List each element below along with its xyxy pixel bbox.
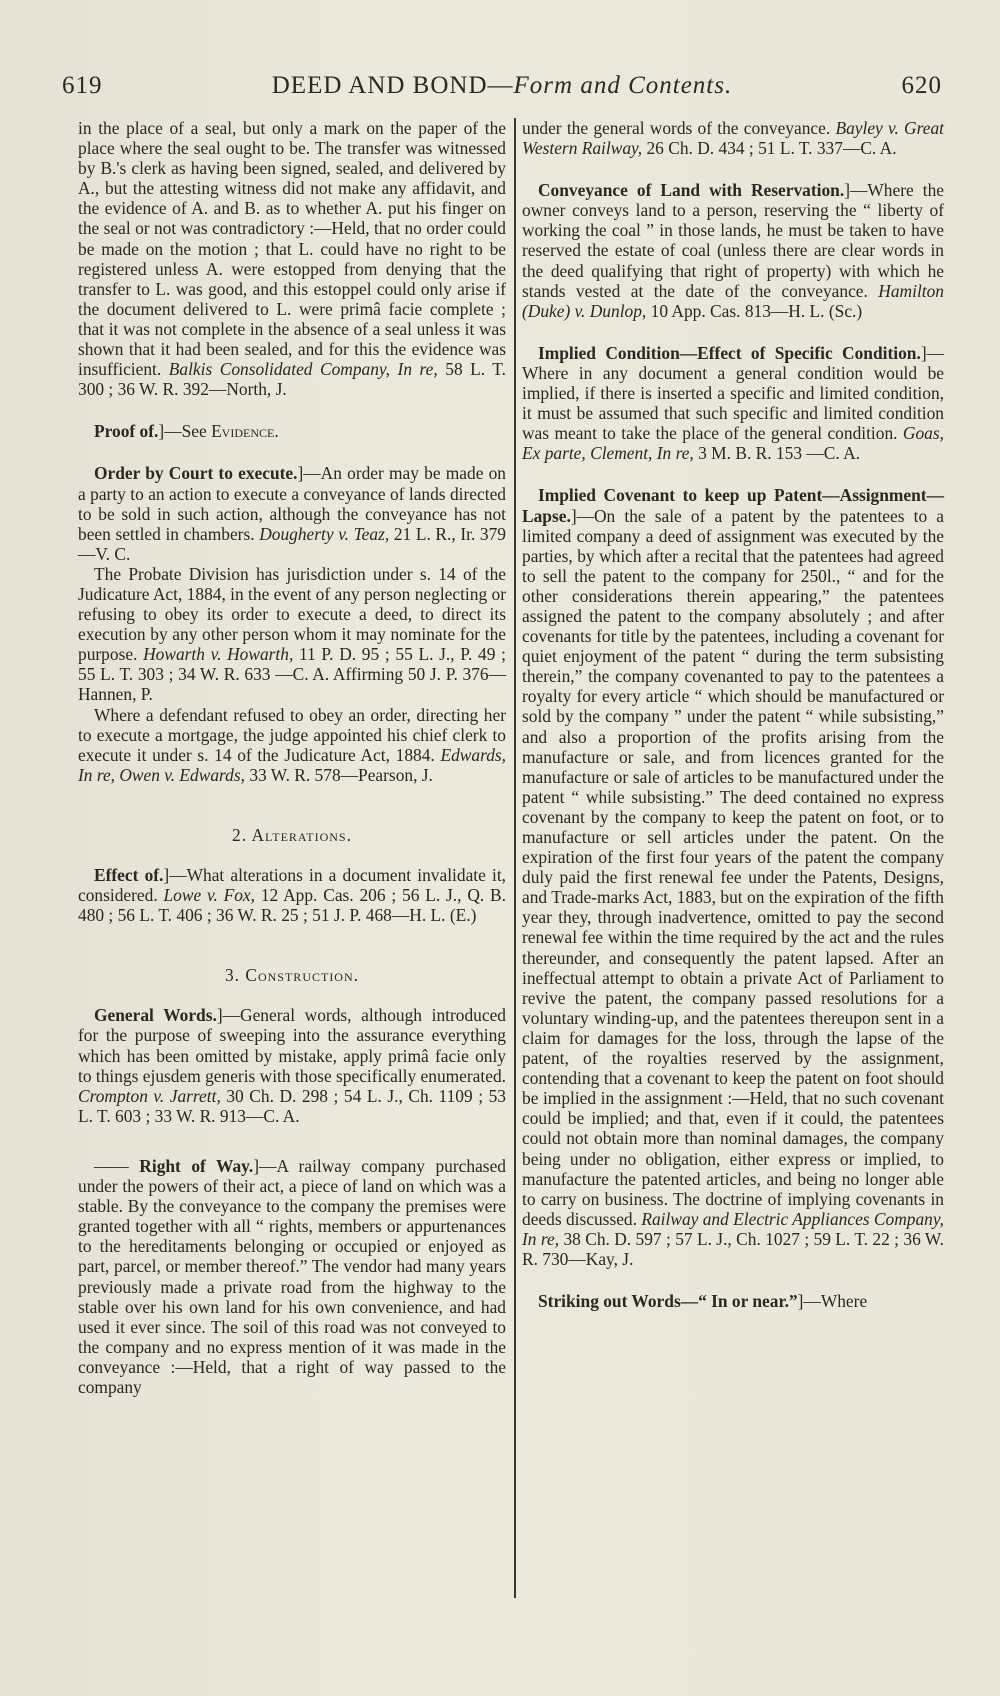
citation-reference: 10 App. Cas. 813—H. L. (Sc.) <box>650 300 863 321</box>
case-citation: Bayley v. Great Western Railway, <box>522 118 944 159</box>
entry-heading: General Words. <box>94 1005 217 1026</box>
running-title-main: DEED AND BOND— <box>271 72 514 99</box>
citation-reference: 30 Ch. D. 298 ; 54 L. J., Ch. 1109 ; 53 L. T. 603 ; 33 W. R. 913—C. A. <box>78 1085 506 1126</box>
entry-heading: Order by Court to execute. <box>94 463 298 484</box>
paragraph-continued <box>522 118 944 158</box>
entry-heading: Implied Covenant to keep up Patent—Assignment—Lapse. <box>522 485 944 526</box>
case-citation: Dougherty v. Teaz, <box>259 523 390 544</box>
citation-reference: 11 P. D. 95 ; 55 L. J., P. 49 ; 55 L. T. 303 ; 34 W. R. 633 —C. A. Affirming 50 J. P. 376—Hannen, P. <box>78 644 506 705</box>
paragraph-text: ]—Where in any document a general condition would be implied, if there is inserted a specific and limited condition, it must be assumed that such specific and limited condition was meant to take the place of the general condition. <box>522 342 944 444</box>
citation-reference: 58 L. T. 300 ; 36 W. R. 392—North, J. <box>78 359 506 400</box>
paragraph-text: ]—An order may be made on a party to an action to execute a conveyance of lands directed to be sold in such action, although the conveyance has not been settled in chambers. <box>78 463 506 544</box>
entry-heading: Implied Condition—Effect of Specific Condition. <box>538 342 921 363</box>
case-citation: Edwards, In re, Owen v. Edwards, <box>78 744 506 785</box>
dash-ditto: —— <box>94 1155 129 1176</box>
citation-reference: 21 L. R., Ir. 379—V. C. <box>78 523 506 564</box>
left-column <box>78 118 506 1397</box>
cross-reference-target: Evidence. <box>211 421 279 442</box>
paragraph-text: ]—A railway company purchased under the powers of their act, a piece of land on which was a stable. By the conveyance to the company the premises were granted together with all “ rights, members or appurtenances to the hereditaments belonging or occupied or enjoyed as part, parcel, or member thereof.” The vendor had many years previously made a private road from the highway to the stable over his own land for his own convenience, and had used it ever since. The soil of this road was not conveyed to the company and no express mention of it was made in the conveyance :—Held, that a right of way passed to the company <box>78 1155 506 1397</box>
case-citation: Hamilton (Duke) v. Dunlop, <box>522 280 944 321</box>
entry-implied-condition <box>522 343 944 464</box>
citation-reference: 12 App. Cas. 206 ; 56 L. J., Q. B. 480 ; 56 L. T. 406 ; 36 W. R. 25 ; 51 J. P. 468—H. L. (E.) <box>78 885 506 926</box>
page-number-left: 619 <box>62 72 103 99</box>
case-citation: Goas, Ex parte, Clement, In re, <box>522 423 944 464</box>
paragraph-probate <box>78 564 506 705</box>
paragraph-defendant <box>78 705 506 785</box>
paragraph-text: ]—What alterations in a document invalidate it, considered. <box>78 865 507 906</box>
cross-reference: ]—See <box>158 421 207 442</box>
section-heading-alterations: 2. Alterations. <box>232 824 352 845</box>
citation-reference: 38 Ch. D. 597 ; 57 L. J., Ch. 1027 ; 59 L. T. 22 ; 36 W. R. 730—Kay, J. <box>522 1228 944 1269</box>
paragraph-text: in the place of a seal, but only a mark on the paper of the place where the seal ought to be. The transfer was witnessed by B.'s clerk as having been signed, sealed, and delivered by A., but the attesting witness did not make any affidavit, and the evidence of A. and B. as to whether A. put his finger on the seal or not was contradictory :—Held, that no order could be made on the motion ; that L. could have no right to be registered unless A. were estopped from denying that the transfer to L. was good, and this estoppel could only arise if the document delivered to L. were primâ facie complete ; that it was not complete in the absence of a seal unless it was shown that it had been sealed, and for this the evidence was insufficient. <box>78 118 506 380</box>
paragraph-seal <box>78 118 506 399</box>
paragraph-text: ]—Where the owner conveys land to a person, reserving the “ liberty of working the coal ” in those lands, he must be taken to have reserved the estate of coal (unless there are clear words in the deed qualifying that right of property) with which he stands vested at the date of the conveyance. <box>522 180 944 301</box>
paragraph-text: The Probate Division has jurisdiction under s. 14 of the Judicature Act, 1884, in the event of any person neglecting or refusing to obey its order to execute a deed, to direct its execution by any other person whom it may nominate for the purpose. <box>78 563 506 665</box>
running-title-italic: Form and Contents. <box>513 72 733 99</box>
section-heading-construction: 3. Construction. <box>224 965 359 986</box>
paragraph-text: ]—On the sale of a patent by the patentees to a limited company a deed of assignment was executed by the parties, by which after a recital that the patentees had agreed to sell the patent to the company for 250l., “ and for the other considerations therein appearing,” the patentees assigned the patent to the company absolutely ; and after covenants for title by the patentees, including a covenant for quiet enjoyment of the patent “ during the term subsisting therein,” the company covenanted to pay to the patentees a royalty for every article “ which should be manufactured or sold by the company ” under the patent “ while subsisting,” and also a proportion of the profits arising from the manufacture or sale, and from licences granted for the manufacture or sale of articles to be manufactured under the patent “ while subsisting.” The deed contained no express covenant by the company to keep the patent on foot, or to manufacture or sell articles under the patent. On the expiration of the first four years of the patent the company duly paid the first renewal fee under the Patents, Designs, and Trade-marks Act, 1883, but on the expiration of the fifth year they, through inadvertence, omitted to pay the second renewal fee within the time required by the act and the rules thereunder, and consequently the patent lapsed. After an ineffectual attempt to obtain a private Act of Parliament to revive the patent, the company passed resolutions for a voluntary winding-up, and the patentees thereupon sent in a claim for damages for the loss, through the lapse of the patent, of the royalties reserved by the assignment, contending that a covenant to keep the patent on foot should be implied in the assignment :—Held, that no such covenant could be implied; and that, even if it could, the patentees could not obtain more than nominal damages, the company being under no obligation, either express or implied, to manufacture the patented articles, and being no longer able to carry on business. The doctrine of implying covenants in deeds discussed. <box>522 505 944 1229</box>
entry-striking-out-words <box>522 1291 944 1311</box>
entry-effect <box>78 865 506 925</box>
case-citation: Crompton v. Jarrett, <box>78 1085 221 1106</box>
right-column <box>514 118 944 1311</box>
entry-implied-covenant-patent <box>522 485 944 1269</box>
page-header <box>62 72 942 112</box>
page-number-right: 620 <box>901 72 942 99</box>
running-title <box>62 72 942 100</box>
entry-heading: Conveyance of Land with Reservation. <box>538 180 845 201</box>
paragraph-text: ]—General words, although introduced for the purpose of sweeping into the assurance everything which has been omitted by mistake, apply primâ facie only to things ejusdem generis with those specifically enumerated. <box>78 1005 506 1086</box>
entry-heading: Effect of. <box>94 865 164 885</box>
case-citation: Railway and Electric Appliances Company, In re, <box>522 1208 944 1249</box>
entry-heading: Right of Way. <box>139 1155 254 1176</box>
case-citation: Balkis Consolidated Company, In re, <box>168 359 438 380</box>
citation-reference: 3 M. B. R. 153 —C. A. <box>698 443 860 464</box>
paragraph-text: ]—Where <box>797 1291 868 1312</box>
entry-proof <box>78 421 506 441</box>
entry-heading: Proof of. <box>94 421 159 442</box>
entry-right-of-way <box>78 1156 506 1397</box>
entry-conveyance-reservation <box>522 180 944 321</box>
entry-general-words <box>78 1005 506 1126</box>
case-citation: Howarth v. Howarth, <box>143 644 294 665</box>
citation-reference: 33 W. R. 578—Pearson, J. <box>249 764 433 785</box>
paragraph-text: Where a defendant refused to obey an order, directing her to execute a mortgage, the judge appointed his chief clerk to execute it under s. 14 of the Judicature Act, 1884. <box>78 704 506 765</box>
entry-heading: Striking out Words—“ In or near.” <box>538 1291 798 1312</box>
case-citation: Lowe v. Fox, <box>163 885 256 906</box>
paragraph-text: under the general words of the conveyance. <box>522 118 831 138</box>
entry-order-by-court <box>78 463 506 563</box>
citation-reference: 26 Ch. D. 434 ; 51 L. T. 337—C. A. <box>646 138 897 159</box>
